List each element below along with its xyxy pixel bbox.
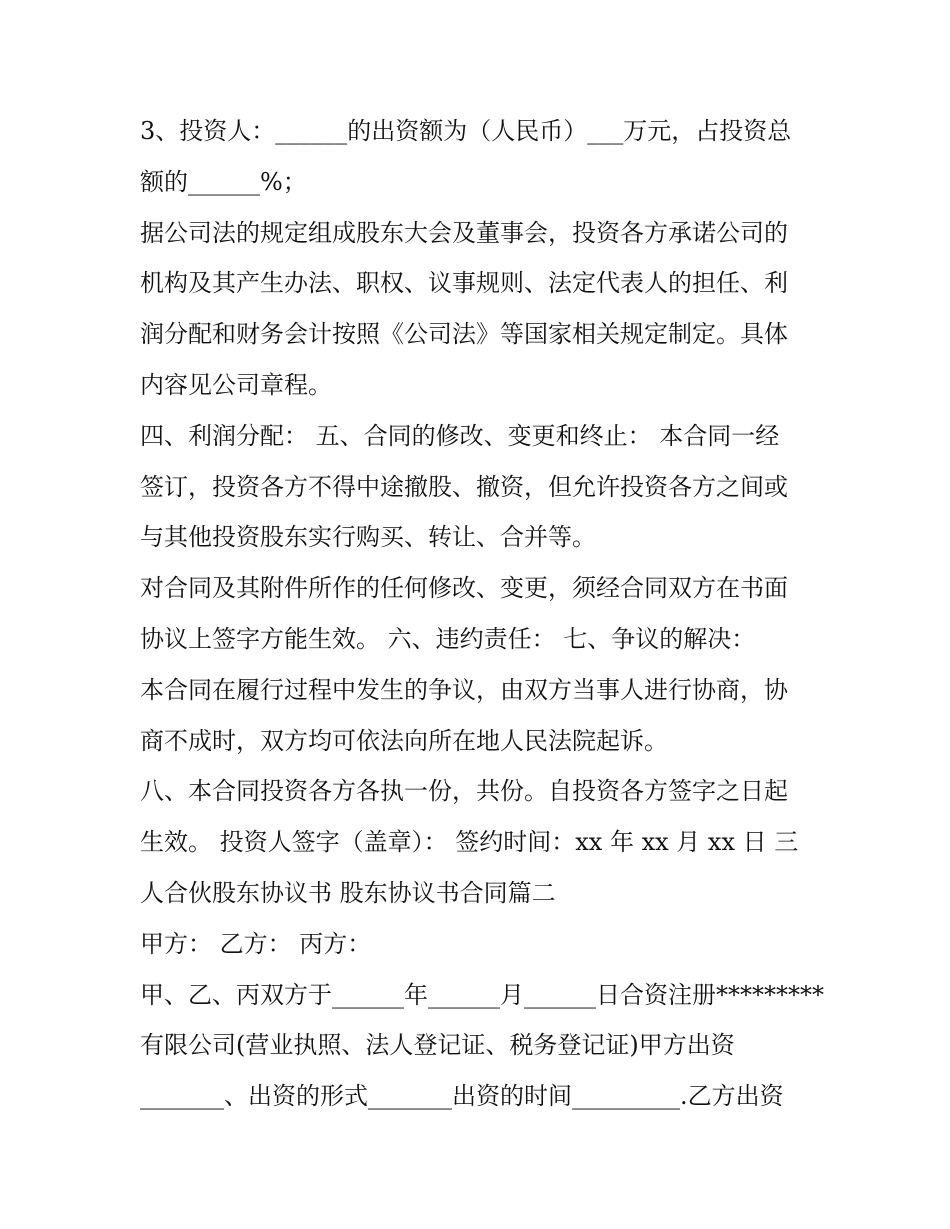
text-line: 生效。 投资人签字（盖章）： 签约时间：xx 年 xx 月 xx 日 三	[140, 828, 799, 857]
document-body	[140, 106, 824, 1122]
text-line: 签订，投资各方不得中途撤股、撤资，但允许投资各方之间或	[140, 472, 788, 501]
text-line: 甲、乙、丙双方于______年______月______日合资注册*********	[140, 980, 824, 1009]
text-line: 四、利润分配： 五、合同的修改、变更和终止： 本合同一经	[140, 421, 780, 450]
text-line: 协议上签字方能生效。 六、违约责任： 七、争议的解决：	[140, 624, 756, 653]
text-line: 人合伙股东协议书 股东协议书合同篇二	[140, 878, 556, 907]
text-line: _______、出资的形式_______出资的时间_________.乙方出资	[140, 1082, 784, 1111]
text-line: 与其他投资股东实行购买、转让、合并等。	[140, 523, 596, 552]
text-line: 据公司法的规定组成股东大会及董事会，投资各方承诺公司的	[140, 218, 788, 247]
text-line: 商不成时，双方均可依法向所在地人民法院起诉。	[140, 726, 668, 755]
text-line: 机构及其产生办法、职权、议事规则、法定代表人的担任、利	[140, 269, 788, 298]
text-line: 额的______%；	[140, 167, 307, 196]
text-line: 八、本合同投资各方各执一份，共份。自投资各方签字之日起	[140, 777, 788, 806]
text-line: 有限公司(营业执照、法人登记证、税务登记证)甲方出资	[140, 1031, 735, 1060]
text-line: 润分配和财务会计按照《公司法》等国家相关规定制定。具体	[140, 320, 788, 349]
text-line: 本合同在履行过程中发生的争议，由双方当事人进行协商，协	[140, 675, 788, 704]
text-line: 对合同及其附件所作的任何修改、变更，须经合同双方在书面	[140, 574, 788, 603]
text-line: 内容见公司章程。	[140, 370, 332, 399]
text-line: 甲方： 乙方： 丙方：	[140, 929, 372, 958]
text-line: 3、投资人：______的出资额为（人民币）___万元，占投资总	[140, 117, 792, 145]
